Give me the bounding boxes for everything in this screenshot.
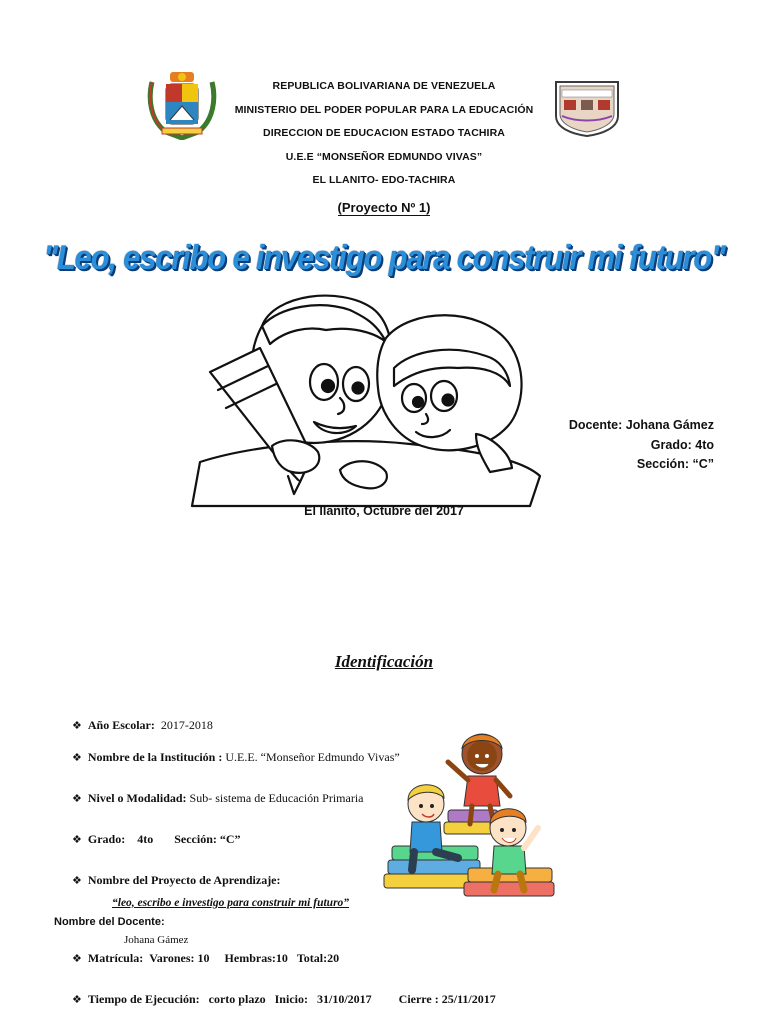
matricula-total: Total:20	[296, 951, 340, 965]
diamond-bullet-icon: ❖	[72, 720, 82, 732]
kids-writing-illustration	[190, 286, 542, 508]
proyecto-name: “leo, escribo e investigo para construir mi futuro”	[112, 897, 350, 909]
cover-teacher-info	[470, 416, 714, 475]
diamond-bullet-icon: ❖	[72, 834, 82, 846]
inicio-label: Inicio:	[274, 992, 308, 1006]
project-number	[0, 200, 768, 215]
field-grado-seccion	[72, 832, 241, 847]
field-matricula	[72, 951, 339, 966]
field-label: Sección:	[174, 832, 217, 846]
cover-seccion: Sección: “C”	[636, 457, 714, 471]
cierre-label: Cierre :	[398, 992, 439, 1006]
field-value: 4to	[137, 832, 154, 846]
docente-label: Nombre del Docente:	[54, 916, 165, 928]
header-line: MINISTERIO DEL PODER POPULAR PARA LA EDUCACIÓN	[234, 103, 534, 116]
header-line: REPUBLICA BOLIVARIANA DE VENEZUELA	[272, 80, 496, 92]
institution-header	[0, 78, 768, 196]
field-label: Tiempo de Ejecución:	[87, 992, 200, 1006]
tiempo-plazo: corto plazo	[208, 992, 266, 1006]
project-title: "Leo, escribo e investigo para construir mi futuro"	[43, 238, 725, 277]
cierre-value: 25/11/2017	[441, 992, 496, 1006]
inicio-value: 31/10/2017	[316, 992, 372, 1006]
field-tiempo	[72, 992, 496, 1007]
diamond-bullet-icon: ❖	[72, 752, 82, 764]
docente-name: Johana Gámez	[124, 934, 189, 946]
field-label: Nombre del Proyecto de Aprendizaje:	[87, 873, 281, 887]
field-label: Matrícula:	[87, 951, 144, 965]
field-label: Grado:	[87, 832, 126, 846]
field-value: 2017-2018	[160, 718, 213, 732]
header-line: EL LLANITO- EDO-TACHIRA	[312, 174, 456, 186]
field-proyecto	[72, 873, 281, 888]
header-line: DIRECCION DE EDUCACION ESTADO TACHIRA	[263, 127, 505, 139]
matricula-hembras: Hembras:10	[224, 951, 288, 965]
diamond-bullet-icon: ❖	[72, 953, 82, 965]
diamond-bullet-icon: ❖	[72, 994, 82, 1006]
identificacion-heading: Identificación	[334, 652, 434, 671]
diamond-bullet-icon: ❖	[72, 875, 82, 887]
field-value: “C”	[219, 832, 241, 846]
field-label: Nivel o Modalidad:	[87, 791, 187, 805]
field-value: U.E.E. “Monseñor Edmundo Vivas”	[225, 750, 400, 764]
field-label: Año Escolar:	[87, 718, 155, 732]
place-date: El llanito, Octubre del 2017	[304, 504, 464, 518]
diamond-bullet-icon: ❖	[72, 793, 82, 805]
cover-grado: Grado: 4to	[650, 437, 714, 452]
field-institucion	[72, 750, 400, 765]
field-ano-escolar	[72, 718, 213, 733]
field-nivel	[72, 791, 364, 806]
cover-docente: Docente: Johana Gámez	[568, 418, 714, 432]
field-label: Nombre de la Institución :	[87, 750, 223, 764]
field-value: Sub- sistema de Educación Primaria	[189, 791, 364, 805]
header-line: U.E.E “MONSEÑOR EDMUNDO VIVAS”	[285, 150, 483, 163]
project-number-text: (Proyecto Nº 1)	[337, 200, 431, 215]
kids-on-books-illustration	[378, 724, 562, 912]
matricula-varones: Varones: 10	[149, 951, 210, 965]
